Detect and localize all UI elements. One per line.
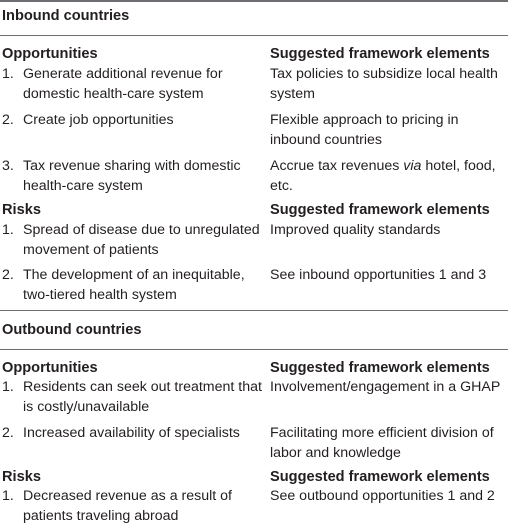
row-number: 1. (2, 222, 14, 238)
table-row (2, 265, 264, 305)
row-number: 2. (2, 267, 14, 283)
inbound-opportunities-header: Opportunities (2, 46, 98, 62)
row-number: 2. (2, 112, 14, 128)
framework-element-text (270, 156, 506, 196)
opportunity-text: Tax revenue sharing with domestic health-care system (23, 158, 241, 194)
table-row (2, 377, 264, 417)
opportunity-text: Generate additional revenue for domestic health-care system (23, 66, 223, 102)
framework-element-text: Facilitating more efficient division of labor and knowledge (270, 425, 494, 461)
risk-text: Spread of disease due to unregulated movement of patients (23, 222, 260, 258)
section-divider (0, 35, 508, 36)
framework-element-text: See outbound opportunities 1 and 2 (270, 488, 495, 504)
table-row (2, 423, 264, 443)
inbound-section-title: Inbound countries (2, 8, 130, 24)
inbound-risks-header: Risks (2, 202, 41, 218)
risk-text: Decreased revenue as a result of patients traveling abroad (23, 488, 232, 524)
table-top-rule (0, 0, 508, 2)
framework-element-text: See inbound opportunities 1 and 3 (270, 267, 487, 283)
opportunity-text: Residents can seek out treatment that is costly/unavailable (23, 379, 262, 415)
table-row (2, 64, 264, 104)
framework-element-text: Tax policies to subsidize local health system (270, 66, 498, 102)
framework-element-text: Improved quality standards (270, 222, 441, 238)
row-number: 2. (2, 425, 14, 441)
outbound-risks-header: Risks (2, 469, 41, 485)
risk-text: The development of an inequitable, two-tiered health system (23, 267, 245, 303)
framework-element-text: Flexible approach to pricing in inbound countries (270, 112, 459, 148)
table-row (2, 220, 264, 260)
section-divider (0, 349, 508, 350)
opportunity-text: Create job opportunities (23, 112, 174, 128)
outbound-opportunities-framework-header: Suggested framework elements (270, 360, 490, 376)
row-number: 1. (2, 66, 14, 82)
table-row (2, 110, 264, 130)
inbound-risks-framework-header: Suggested framework elements (270, 202, 490, 218)
outbound-section-title: Outbound countries (2, 322, 142, 338)
framework-text-part: hotel, food, etc. (270, 158, 496, 194)
row-number: 1. (2, 488, 14, 504)
row-number: 1. (2, 379, 14, 395)
framework-text-part: Accrue tax revenues (270, 158, 404, 174)
opportunity-text: Increased availability of specialists (23, 425, 240, 441)
outbound-opportunities-header: Opportunities (2, 360, 98, 376)
table-row (2, 156, 264, 196)
outbound-risks-framework-header: Suggested framework elements (270, 469, 490, 485)
table-row (2, 486, 264, 526)
section-divider (0, 310, 508, 311)
framework-element-text: Involvement/engagement in a GHAP (270, 379, 501, 395)
inbound-opportunities-framework-header: Suggested framework elements (270, 46, 490, 62)
row-number: 3. (2, 158, 14, 174)
framework-text-emphasis: via (403, 158, 422, 174)
